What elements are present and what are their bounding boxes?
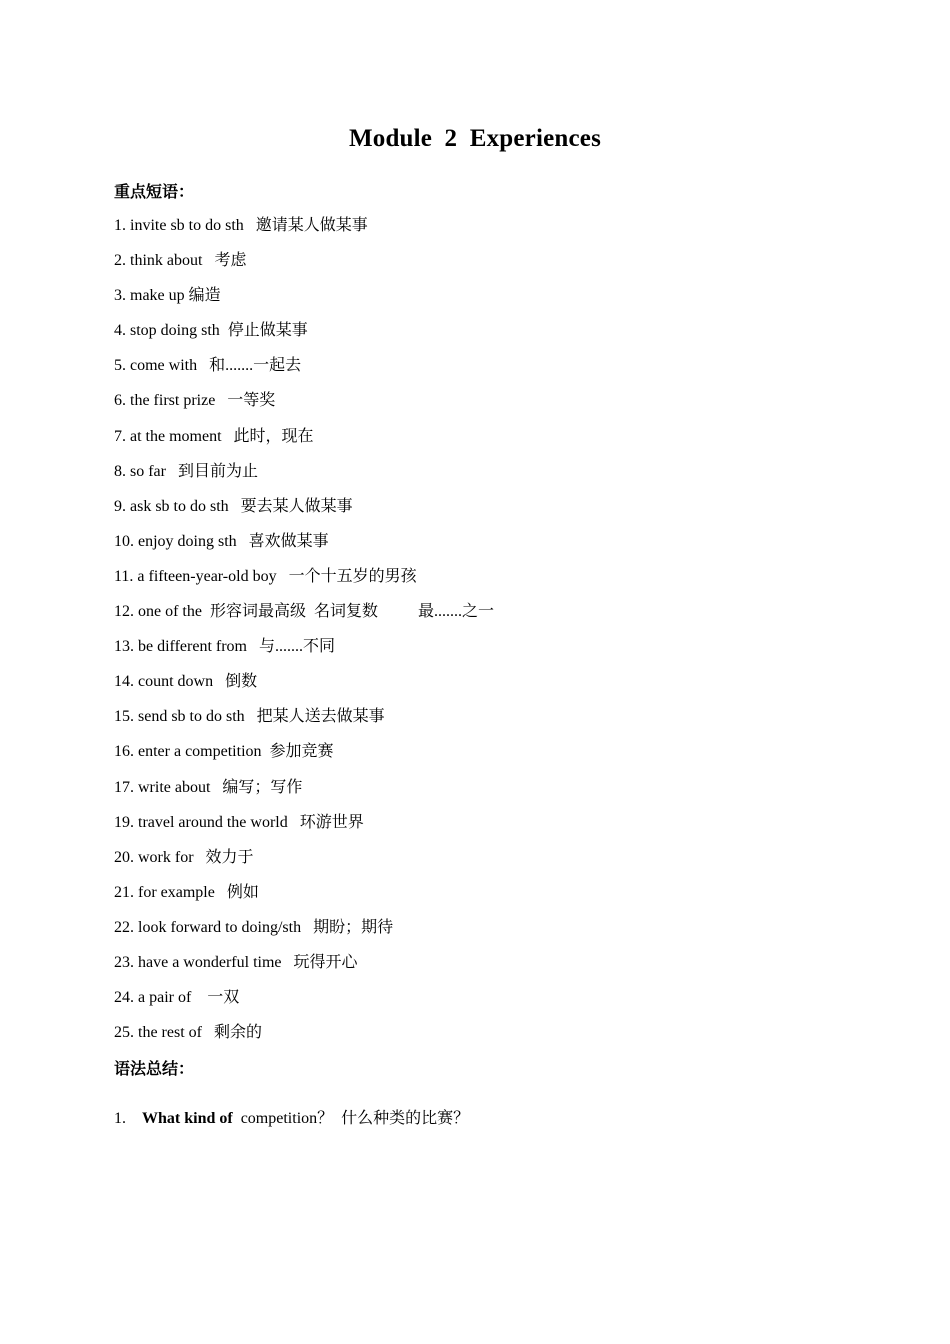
page-title: Module 2 Experiences: [348, 125, 602, 152]
phrase-item: 1. invite sb to do sth 邀请某人做某事: [114, 217, 368, 234]
phrase-item: 8. so far 到目前为止: [114, 462, 258, 480]
key-phrases-heading: 重点短语：: [114, 182, 195, 201]
phrase-item: 16. enter a competition 参加竞赛: [114, 743, 334, 761]
phrase-item: 13. be different from 与.......不同: [114, 638, 335, 656]
phrase-item: 4. stop doing sth 停止做某事: [114, 322, 308, 340]
phrase-item: 2. think about 考虑: [114, 252, 247, 270]
phrase-item: 3. make up 编造: [114, 287, 221, 305]
grammar-item: [114, 1108, 469, 1130]
grammar-summary-heading: 语法总结：: [114, 1059, 195, 1078]
phrase-item: 14. count down 倒数: [114, 673, 258, 691]
phrase-item: 9. ask sb to do sth 要去某人做某事: [114, 497, 353, 515]
phrase-item: 17. write about 编写；写作: [114, 778, 303, 796]
phrase-item: 19. travel around the world 环游世界: [114, 813, 364, 831]
key-phrases-list: [114, 215, 494, 1057]
grammar-item-key-phrase: What kind of: [142, 1110, 233, 1127]
phrase-item: 12. one of the 形容词最高级 名词复数 最.......之一: [114, 603, 494, 621]
phrase-item: 15. send sb to do sth 把某人送去做某事: [114, 708, 385, 726]
phrase-item: 7. at the moment 此时，现在: [114, 427, 314, 445]
phrase-item: 5. come with 和.......一起去: [114, 357, 302, 375]
phrase-item: 23. have a wonderful time 玩得开心: [114, 953, 358, 971]
phrase-item: 25. the rest of 剩余的: [114, 1024, 262, 1042]
phrase-item: 6. the first prize 一等奖: [114, 392, 276, 410]
phrase-item: 22. look forward to doing/sth 期盼；期待: [114, 918, 394, 936]
phrase-item: 21. for example 例如: [114, 883, 259, 901]
grammar-item-number: 1.: [114, 1110, 142, 1127]
phrase-item: 11. a fifteen-year-old boy 一个十五岁的男孩: [114, 567, 417, 585]
phrase-item: 20. work for 效力于: [114, 848, 254, 866]
phrase-item: 24. a pair of 一双: [114, 989, 240, 1007]
phrase-item: 10. enjoy doing sth 喜欢做某事: [114, 532, 329, 550]
grammar-item-text: competition？ 什么种类的比赛？: [232, 1110, 470, 1127]
